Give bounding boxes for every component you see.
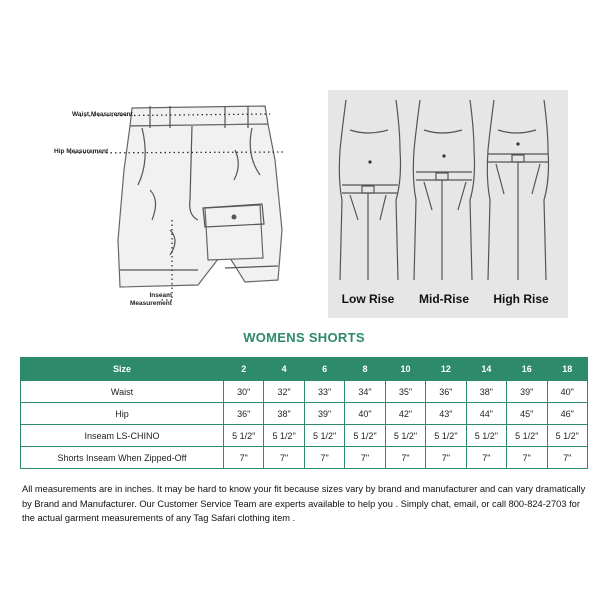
table-cell: 45" <box>507 403 547 425</box>
table-cell: 33" <box>304 381 344 403</box>
row-label-inseam: Inseam LS-CHINO <box>21 425 224 447</box>
inseam-measurement-label <box>130 292 172 308</box>
table-cell: 40" <box>345 403 385 425</box>
table-cell: 5 1/2" <box>426 425 466 447</box>
size-column-header: 12 <box>426 358 466 381</box>
table-row <box>21 425 588 447</box>
table-header-row <box>21 358 588 381</box>
disclaimer-text: All measurements are in inches. It may be hard to know your fit because sizes vary by brand and manufacturer and can vary dramatically by Brand and Manufacturer. Our Customer Service Team are experts available to help you . Simply chat, email, or call 800-824-2703 for the actual garment measurements of any Tag Safari clothing item . <box>22 484 586 523</box>
size-header: Size <box>21 358 224 381</box>
size-column-header: 8 <box>345 358 385 381</box>
table-cell: 7" <box>426 447 466 469</box>
table-cell: 42" <box>385 403 425 425</box>
size-column-header: 2 <box>224 358 264 381</box>
table-cell: 7" <box>345 447 385 469</box>
table-cell: 34" <box>345 381 385 403</box>
hip-measurement-label: Hip Measurement <box>54 148 109 155</box>
rise-diagram-panel <box>328 90 568 318</box>
size-column-header: 14 <box>466 358 506 381</box>
table-cell: 5 1/2" <box>507 425 547 447</box>
size-column-header: 10 <box>385 358 425 381</box>
table-row <box>21 447 588 469</box>
table-cell: 5 1/2" <box>264 425 304 447</box>
table-cell: 5 1/2" <box>304 425 344 447</box>
table-title: WOMENS SHORTS <box>243 330 365 345</box>
table-cell: 7" <box>264 447 304 469</box>
table-cell: 5 1/2" <box>345 425 385 447</box>
table-cell: 5 1/2" <box>224 425 264 447</box>
size-column-header: 18 <box>547 358 588 381</box>
table-cell: 38" <box>466 381 506 403</box>
inseam-label-line1: Inseam <box>149 292 172 299</box>
waist-measurement-label: Waist Measurement <box>72 111 133 118</box>
rise-figures-icon <box>328 90 568 318</box>
high-rise-label: High Rise <box>493 292 549 306</box>
table-cell: 35" <box>385 381 425 403</box>
size-chart-table <box>20 357 588 469</box>
table-cell: 7" <box>547 447 588 469</box>
row-label-waist: Waist <box>21 381 224 403</box>
table-cell: 7" <box>385 447 425 469</box>
size-column-header: 16 <box>507 358 547 381</box>
size-column-header: 6 <box>304 358 344 381</box>
shorts-measurement-diagram <box>20 90 300 320</box>
table-cell: 5 1/2" <box>466 425 506 447</box>
table-cell: 36" <box>426 381 466 403</box>
table-cell: 5 1/2" <box>385 425 425 447</box>
table-cell: 40" <box>547 381 588 403</box>
table-cell: 32" <box>264 381 304 403</box>
table-cell: 5 1/2" <box>547 425 588 447</box>
table-cell: 7" <box>224 447 264 469</box>
table-cell: 46" <box>547 403 588 425</box>
table-cell: 7" <box>466 447 506 469</box>
shorts-sketch-icon <box>20 90 300 320</box>
row-label-hip: Hip <box>21 403 224 425</box>
table-row <box>21 381 588 403</box>
table-cell: 39" <box>304 403 344 425</box>
table-cell: 30" <box>224 381 264 403</box>
table-row <box>21 403 588 425</box>
table-cell: 44" <box>466 403 506 425</box>
table-cell: 39" <box>507 381 547 403</box>
low-rise-label: Low Rise <box>341 292 395 306</box>
table-cell: 36" <box>224 403 264 425</box>
row-label-zipped-inseam: Shorts Inseam When Zipped-Off <box>21 447 224 469</box>
inseam-label-line2: Measurement <box>130 300 172 307</box>
table-cell: 7" <box>507 447 547 469</box>
table-cell: 43" <box>426 403 466 425</box>
size-column-header: 4 <box>264 358 304 381</box>
table-cell: 7" <box>304 447 344 469</box>
table-cell: 38" <box>264 403 304 425</box>
mid-rise-label: Mid-Rise <box>418 292 469 306</box>
